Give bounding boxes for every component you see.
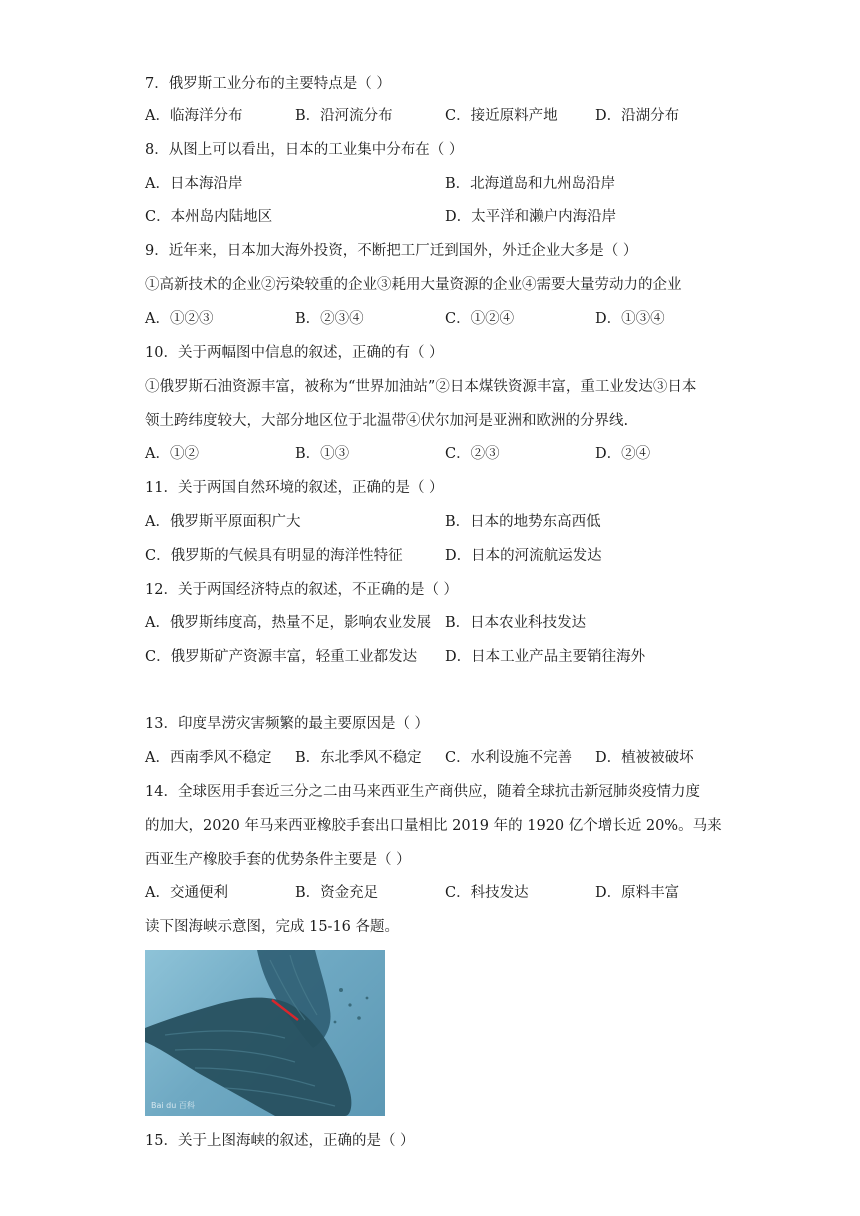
map-intro-text: 读下图海峡示意图，完成 15-16 各题。 [145,919,400,935]
question-7-option-b[interactable]: B．沿河流分布 [295,108,393,124]
question-9-option-c[interactable]: C．①②④ [445,311,515,327]
question-12-option-b[interactable]: B．日本农业科技发达 [445,615,587,631]
question-11-option-d[interactable]: D．日本的河流航运发达 [445,548,602,564]
question-13-option-a[interactable]: A．西南季风不稳定 [145,750,272,766]
question-9-statements: ①高新技术的企业②污染较重的企业③耗用大量资源的企业④需要大量劳动力的企业 [145,277,682,293]
question-13-option-d[interactable]: D．植被被破坏 [595,750,694,766]
question-14-option-a[interactable]: A．交通便利 [145,885,228,901]
question-10-statements-line1: ①俄罗斯石油资源丰富，被称为“世界加油站”②日本煤铁资源丰富，重工业发达③日本 [145,379,697,395]
question-7-option-c[interactable]: C．接近原料产地 [445,108,558,124]
question-11-stem: 11．关于两国自然环境的叙述，正确的是（ ） [145,480,444,496]
question-12-option-a[interactable]: A．俄罗斯纬度高，热量不足，影响农业发展 [145,615,431,631]
island-dot [357,1016,361,1020]
island-dot [348,1003,351,1006]
question-14-option-d[interactable]: D．原料丰富 [595,885,680,901]
question-9-option-d[interactable]: D．①③④ [595,311,665,327]
question-14-stem-line2: 的加大，2020 年马来西亚橡胶手套出口量相比 2019 年的 1920 亿个增长近 20%。马来 [145,818,722,834]
question-11-option-b[interactable]: B．日本的地势东高西低 [445,514,601,530]
island-dot [339,988,343,992]
question-7-stem: 7．俄罗斯工业分布的主要特点是（ ） [145,76,391,92]
question-13-stem: 13．印度旱涝灾害频繁的最主要原因是（ ） [145,716,430,732]
question-7-option-a[interactable]: A．临海洋分布 [145,108,243,124]
question-10-statements-line2: 领土跨纬度较大，大部分地区位于北温带④伏尔加河是亚洲和欧洲的分界线. [145,413,629,429]
island-dot [334,1021,337,1024]
question-14-stem-line3: 西亚生产橡胶手套的优势条件主要是（ ） [145,852,411,868]
question-14-stem-line1: 14．全球医用手套近三分之二由马来西亚生产商供应，随着全球抗击新冠肺炎疫情力度 [145,784,700,800]
question-8-option-d[interactable]: D．太平洋和濑户内海沿岸 [445,209,617,225]
question-14-option-b[interactable]: B．资金充足 [295,885,379,901]
question-9-option-b[interactable]: B．②③④ [295,311,364,327]
question-11-option-a[interactable]: A．俄罗斯平原面积广大 [145,514,301,530]
question-10-option-a[interactable]: A．①② [145,446,199,462]
island-dot [366,997,369,1000]
question-12-stem: 12．关于两国经济特点的叙述，不正确的是（ ） [145,582,459,598]
question-15-stem: 15．关于上图海峡的叙述，正确的是（ ） [145,1133,415,1149]
question-14-option-c[interactable]: C．科技发达 [445,885,529,901]
question-13-option-c[interactable]: C．水利设施不完善 [445,750,573,766]
question-8-option-b[interactable]: B．北海道岛和九州岛沿岸 [445,176,616,192]
question-10-stem: 10．关于两幅图中信息的叙述，正确的有（ ） [145,345,444,361]
question-10-option-c[interactable]: C．②③ [445,446,500,462]
strait-map-svg [145,950,385,1116]
question-10-option-d[interactable]: D．②④ [595,446,651,462]
question-12-option-c[interactable]: C．俄罗斯矿产资源丰富，轻重工业都发达 [145,649,418,665]
map-watermark: Bai du 百科 [151,1101,195,1110]
question-8-stem: 8．从图上可以看出，日本的工业集中分布在（ ） [145,142,464,158]
question-13-option-b[interactable]: B．东北季风不稳定 [295,750,422,766]
question-9-option-a[interactable]: A．①②③ [145,311,214,327]
question-7-option-d[interactable]: D．沿湖分布 [595,108,680,124]
question-8-option-c[interactable]: C．本州岛内陆地区 [145,209,273,225]
question-9-stem: 9．近年来，日本加大海外投资，不断把工厂迁到国外，外迁企业大多是（ ） [145,243,638,259]
question-12-option-d[interactable]: D．日本工业产品主要销往海外 [445,649,646,665]
question-10-option-b[interactable]: B．①③ [295,446,350,462]
question-8-option-a[interactable]: A．日本海沿岸 [145,176,243,192]
question-11-option-c[interactable]: C．俄罗斯的气候具有明显的海洋性特征 [145,548,403,564]
strait-map-image [145,950,385,1116]
